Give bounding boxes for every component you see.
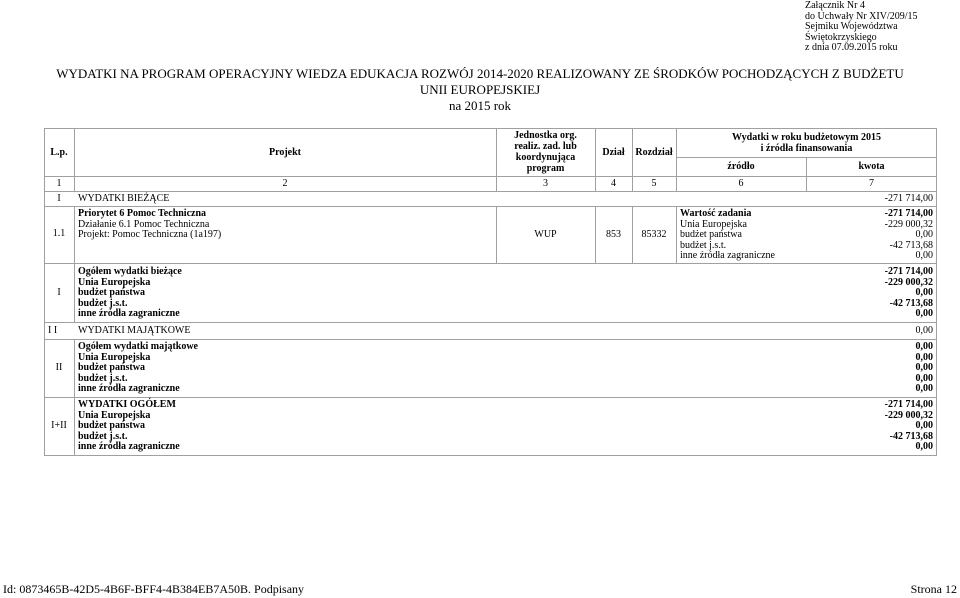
header-lp: L.p. <box>50 147 68 158</box>
annex-note <box>805 1 917 54</box>
section-number: I <box>57 193 61 204</box>
header-rozdzial: Rozdział <box>635 147 673 158</box>
total-line: budżet j.s.t. <box>78 430 128 442</box>
sum-line: Ogółem wydatki bieżące <box>78 266 182 277</box>
header-wydatki <box>676 132 937 154</box>
page-number: Strona 12 <box>910 582 957 596</box>
title-line: na 2015 rok <box>448 98 512 113</box>
amount-line: 0,00 <box>915 383 933 395</box>
header-jednostka-line: program <box>526 163 565 174</box>
header-wydatki-line: Wydatki w roku budżetowym 2015 <box>732 132 881 143</box>
total-lines <box>78 400 180 453</box>
source-line: budżet państwa <box>680 229 742 241</box>
project-description <box>78 209 221 241</box>
amount-line: 0,00 <box>915 441 933 453</box>
header-jednostka-line: Jednostka org. <box>514 130 577 141</box>
total-line: Unia Europejska <box>78 409 151 421</box>
total-line: budżet państwa <box>78 420 145 432</box>
title-line: WYDATKI NA PROGRAM OPERACYJNY WIEDZA EDUKACJA ROZWÓJ 2014-2020 REALIZOWANY ZE ŚRODKÓW POCHODZĄCYCH Z BUDŻETU <box>56 66 904 81</box>
header-jednostka-line: realiz. zad. lub <box>514 141 577 152</box>
col-number: 2 <box>282 178 288 189</box>
sum-amounts <box>916 342 934 395</box>
col-number: 6 <box>738 178 744 189</box>
header-dzial: Dział <box>602 147 625 158</box>
amount-line: -229 000,32 <box>884 409 933 421</box>
header-jednostka <box>496 130 595 174</box>
sum-lines <box>78 267 182 320</box>
header-jednostka-line: koordynująca <box>515 152 576 163</box>
amount-line: 0,00 <box>915 287 933 299</box>
amount-line: -42 713,68 <box>889 430 933 442</box>
row-dzial: 853 <box>606 229 621 240</box>
annex-line: Sejmiku Województwa <box>805 21 898 32</box>
sum-number: II <box>55 362 63 373</box>
amount-line: -271 714,00 <box>884 266 933 277</box>
header-projekt: Projekt <box>268 147 302 158</box>
amount-line: 0,00 <box>915 372 933 384</box>
amount-line: 0,00 <box>915 308 933 320</box>
amount-line: 0,00 <box>915 250 933 262</box>
total-number: I+II <box>51 420 67 431</box>
annex-line: do Uchwały Nr XIV/209/15 <box>805 10 918 22</box>
amount-line: 0,00 <box>915 362 933 374</box>
source-line: Unia Europejska <box>680 218 747 230</box>
sum-line: budżet j.s.t. <box>78 372 128 384</box>
source-line: Wartość zadania <box>680 208 752 219</box>
row-rozdzial: 85332 <box>641 229 667 240</box>
total-line: WYDATKI OGÓŁEM <box>78 399 176 410</box>
document-id: Id: 0873465B-42D5-4B6F-BFF4-4B384EB7A50B. Podpisany <box>3 582 305 596</box>
amount-line: -229 000,32 <box>884 218 933 230</box>
amount-line: -42 713,68 <box>889 239 933 251</box>
expenditure-table <box>44 128 937 455</box>
source-line: inne źródła zagraniczne <box>680 250 775 262</box>
col-number: 7 <box>869 178 874 189</box>
row-jednostka: WUP <box>534 229 557 240</box>
sum-amounts <box>885 267 933 320</box>
header-wydatki-line: i źródła finansowania <box>760 143 853 154</box>
sum-line: budżet państwa <box>78 287 145 299</box>
section-amount: -271 714,00 <box>884 193 933 204</box>
document-title <box>0 66 960 114</box>
row-sources <box>680 209 775 262</box>
annex-line: Załącznik Nr 4 <box>805 0 865 11</box>
project-line: Projekt: Pomoc Techniczna (1a197) <box>78 229 222 241</box>
col-number: 1 <box>56 178 62 189</box>
section-label: WYDATKI BIEŻĄCE <box>78 193 170 204</box>
sum-line: budżet państwa <box>78 362 145 374</box>
amount-line: -42 713,68 <box>889 297 933 309</box>
section-amount: 0,00 <box>915 325 933 336</box>
section-label: WYDATKI MAJĄTKOWE <box>78 325 191 336</box>
amount-line: -271 714,00 <box>884 399 933 410</box>
source-line: budżet j.s.t. <box>680 239 727 251</box>
header-zrodlo: źródło <box>727 161 755 172</box>
section-number: I I <box>48 325 58 336</box>
sum-line: Unia Europejska <box>78 276 151 288</box>
sum-line: inne źródła zagraniczne <box>78 383 180 395</box>
sum-line: budżet j.s.t. <box>78 297 128 309</box>
sum-line: Unia Europejska <box>78 351 151 363</box>
amount-line: 0,00 <box>915 420 933 432</box>
amount-line: -229 000,32 <box>884 276 933 288</box>
amount-line: 0,00 <box>915 351 933 363</box>
sum-number: I <box>57 287 61 298</box>
row-amounts <box>885 209 933 262</box>
header-kwota: kwota <box>858 161 885 172</box>
sum-lines <box>78 342 198 395</box>
row-lp: 1.1 <box>52 228 66 239</box>
amount-line: 0,00 <box>915 341 933 352</box>
amount-line: -271 714,00 <box>884 208 933 219</box>
col-number: 3 <box>543 178 548 189</box>
priority-line: Priorytet 6 Pomoc Techniczna <box>78 208 207 219</box>
total-line: inne źródła zagraniczne <box>78 441 180 453</box>
col-number: 4 <box>611 178 616 189</box>
total-amounts <box>885 400 933 453</box>
amount-line: 0,00 <box>915 229 933 241</box>
sum-line: inne źródła zagraniczne <box>78 308 180 320</box>
annex-line: z dnia 07.09.2015 roku <box>805 42 898 53</box>
action-line: Działanie 6.1 Pomoc Techniczna <box>78 218 210 230</box>
title-line: UNII EUROPEJSKIEJ <box>419 82 541 97</box>
sum-line: Ogółem wydatki majątkowe <box>78 341 198 352</box>
col-number: 5 <box>651 178 657 189</box>
annex-line: Świętokrzyskiego <box>805 31 877 43</box>
